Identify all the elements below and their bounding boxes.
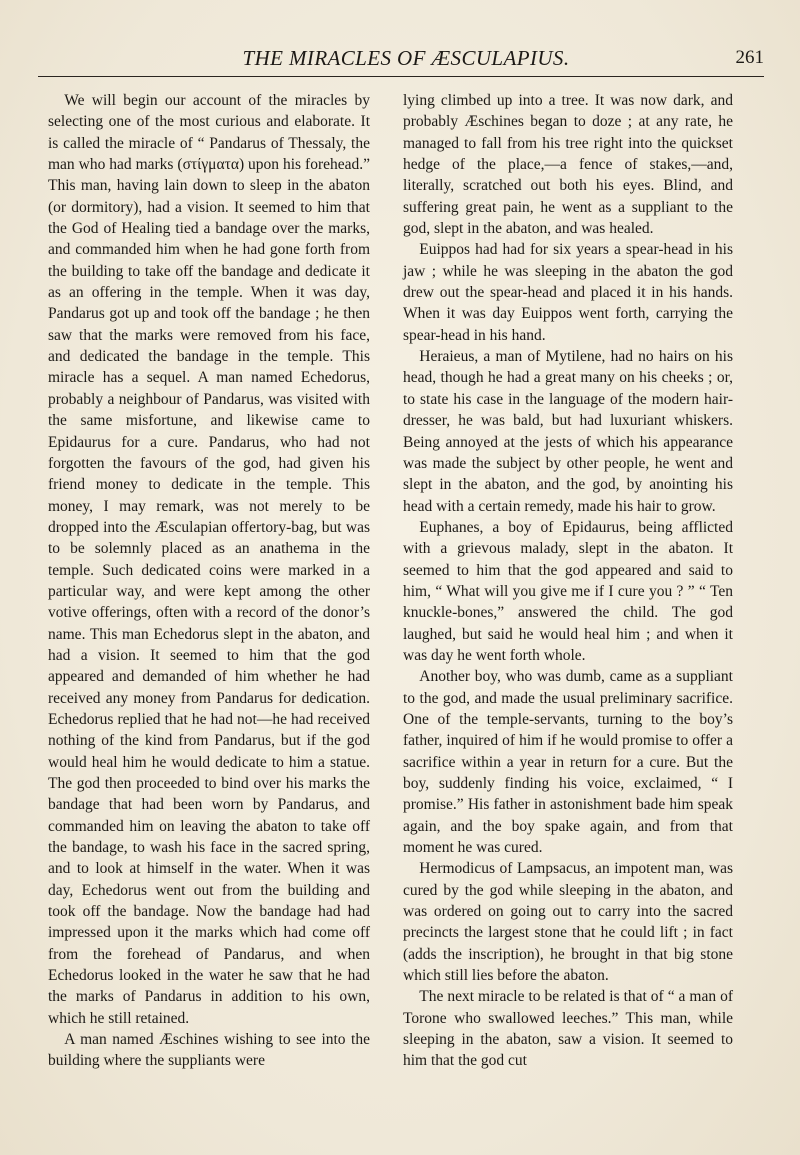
paragraph: Heraieus, a man of Mytilene, had no hairs on his head, though he had a great many on his cheeks ; or, to state his case in the language of the modern hair-dresser, he was bald, but had luxuriant whiskers. Being annoyed at the jests of which his appearance was made the subject by other people, he went and slept in the abaton, and the god, by anointing his head with a certain remedy, made his hair to grow. [403, 348, 733, 515]
paragraph: Hermodicus of Lampsacus, an impotent man, was cured by the god while sleeping in the abaton, and was ordered on going out to carry into the sacred precincts the largest stone that he could lift ; in fact (adds the inscription), he brought in that big stone which still lies before the abaton. [403, 860, 733, 985]
paragraph: Euphanes, a boy of Epidaurus, being afflicted with a grievous malady, slept in the abaton. It seemed to him that the god appeared and said to him, “ What will you give me if I cure you ? ” “ Ten knuckle-bones,” answered the child. The god laughed, but said he would heal him ; and when it was day he went forth whole. [403, 518, 733, 664]
paragraph: Euippos had had for six years a spear-head in his jaw ; while he was sleeping in the abaton the god drew out the spear-head and placed it in his hands. When it was day Euippos went forth, carrying the spear-head in his hand. [403, 241, 733, 344]
left-column [48, 90, 370, 1072]
paragraph: We will begin our account of the miracles by selecting one of the most curious and elaborate. It is called the miracle of “ Pandarus of Thessaly, the man who had marks (στίγματα) upon his forehead.” This man, having lain down to sleep in the abaton (or dormitory), had a vision. It seemed to him that the God of Healing tied a bandage over the marks, and commanded him when he had gone forth from the building to take off the bandage and dedicate it as an offering in the temple. When it was day, Pandarus got up and took off the bandage ; he then saw that the marks were removed from his face, and dedicated the bandage in the temple. This miracle has a sequel. A man named Echedorus, probably a neighbour of Pandarus, was visited with the same misfortune, and likewise came to Epidaurus for a cure. Pandarus, who had not forgotten the favours of the god, had given his friend money to dedicate in the temple. This money, I may remark, was not merely to be dropped into the Æsculapian offertory-bag, but was to be solemnly placed as an anathema in the temple. Such dedicated coins were marked in a particular way, and were kept among the other votive offerings, often with a record of the donor’s name. This man Echedorus slept in the abaton, and had a vision. It seemed to him that the god appeared and demanded of him whether he had received any money from Pandarus for dedication. Echedorus replied that he had not—he had received nothing of the kind from Pandarus, but if the god would heal him he would dedicate to him a statue. The god then proceeded to bind over his marks the bandage that had been worn by Pandarus, and commanded him on leaving the abaton to take off the bandage, to wash his face in the sacred spring, and to look at himself in the water. When it was day, Echedorus went out from the building and took off the bandage. Now the bandage had had impressed upon it the marks which had come off from the forehead of Pandarus, and when Echedorus looked in the water he saw that he had the marks of Pandarus in addition to his own, which he still retained. [48, 92, 370, 1027]
page-number: 261 [735, 47, 764, 68]
paragraph: The next miracle to be related is that of “ a man of Torone who swallowed leeches.” This man, while sleeping in the abaton, saw a vision. It seemed to him that the god cut [403, 988, 733, 1070]
paragraph: A man named Æschines wishing to see into the building where the suppliants were [48, 1031, 370, 1070]
right-column [403, 90, 733, 1072]
page-header [48, 46, 764, 72]
paragraph: lying climbed up into a tree. It was now dark, and probably Æschines began to doze ; at any rate, he managed to fall from his tree right into the quickset hedge of the place,—a fence of stakes,—and, literally, scratched out both his eyes. Blind, and suffering great pain, he went as a suppliant to the god, slept in the abaton, and was healed. [403, 92, 733, 238]
paragraph: Another boy, who was dumb, came as a suppliant to the god, and made the usual preliminary sacrifice. One of the temple-servants, turning to the boy’s father, inquired of him if he would promise to offer a sacrifice within a year in return for a cure. But the boy, suddenly finding his voice, exclaimed, “ I promise.” His father in astonishment bade him speak again, and the boy spake again, and from that moment he was cured. [403, 668, 733, 857]
header-rule [38, 76, 764, 77]
running-title: THE MIRACLES OF ÆSCULAPIUS. [242, 46, 570, 70]
